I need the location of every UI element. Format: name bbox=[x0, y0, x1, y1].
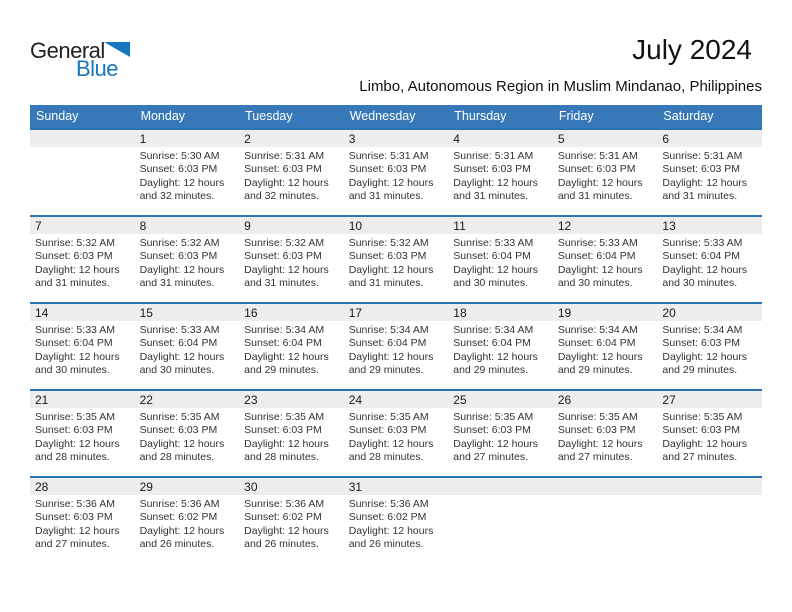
day-info-line: Sunset: 6:04 PM bbox=[348, 337, 427, 350]
day-number-strip bbox=[657, 304, 762, 321]
day-info-line: Sunrise: 5:34 AM bbox=[348, 324, 429, 336]
day-info-line: Daylight: 12 hours bbox=[348, 350, 434, 363]
day-info-line: and 30 minutes. bbox=[557, 277, 633, 290]
day-info-line: Sunrise: 5:31 AM bbox=[348, 150, 429, 162]
day-cell-empty bbox=[657, 478, 762, 563]
day-number-strip bbox=[657, 217, 762, 234]
day-number-strip bbox=[30, 478, 135, 495]
day-info-line: and 32 minutes. bbox=[244, 190, 319, 203]
day-info-line: Sunrise: 5:33 AM bbox=[139, 324, 220, 336]
week-row bbox=[30, 128, 762, 215]
calendar bbox=[30, 105, 762, 563]
day-cell bbox=[135, 304, 240, 389]
day-info-line: Daylight: 12 hours bbox=[348, 524, 434, 537]
day-info-line: and 26 minutes. bbox=[244, 538, 319, 551]
day-cell bbox=[448, 304, 553, 389]
day-number: 1 bbox=[139, 132, 147, 146]
day-cell bbox=[239, 217, 344, 302]
day-info-line: Daylight: 12 hours bbox=[244, 176, 329, 189]
day-cell bbox=[239, 478, 344, 563]
day-info-line: Sunset: 6:03 PM bbox=[662, 163, 741, 176]
day-number: 17 bbox=[348, 306, 363, 320]
day-number-strip bbox=[239, 217, 344, 234]
day-info-line: Daylight: 12 hours bbox=[453, 437, 538, 450]
day-number-strip bbox=[553, 217, 658, 234]
day-info-line: and 29 minutes. bbox=[557, 364, 633, 377]
location-subtitle: Limbo, Autonomous Region in Muslim Mindanao, Philippines bbox=[359, 78, 762, 95]
day-cell bbox=[344, 130, 449, 215]
day-info-line: and 31 minutes. bbox=[348, 190, 424, 203]
day-info bbox=[553, 321, 658, 378]
day-cell bbox=[553, 391, 658, 476]
day-info-line: and 30 minutes. bbox=[35, 364, 110, 377]
day-cell-empty bbox=[448, 478, 553, 563]
day-info-line: and 29 minutes. bbox=[348, 364, 424, 377]
general-blue-logo bbox=[30, 38, 150, 84]
day-number: 29 bbox=[139, 480, 153, 494]
day-info-line: and 31 minutes. bbox=[557, 190, 633, 203]
week-row bbox=[30, 476, 762, 563]
day-info bbox=[239, 147, 344, 204]
logo-text-general: General bbox=[30, 38, 105, 63]
day-info-line: Sunrise: 5:36 AM bbox=[348, 498, 429, 510]
day-number: 25 bbox=[453, 393, 467, 407]
day-info-line: Sunset: 6:03 PM bbox=[139, 250, 218, 263]
day-info-line: Sunset: 6:02 PM bbox=[348, 511, 427, 524]
day-info-line: Sunrise: 5:35 AM bbox=[35, 411, 115, 423]
day-cell bbox=[448, 217, 553, 302]
calendar-weeks bbox=[30, 128, 762, 563]
logo-triangle-icon bbox=[104, 42, 130, 57]
day-number-strip bbox=[448, 478, 553, 495]
day-number-strip bbox=[448, 217, 553, 234]
week-row bbox=[30, 302, 762, 389]
day-info bbox=[344, 147, 449, 204]
day-cell bbox=[344, 391, 449, 476]
day-info-line: Sunrise: 5:32 AM bbox=[348, 237, 429, 249]
day-info-line: Daylight: 12 hours bbox=[348, 437, 434, 450]
day-info-line: Sunset: 6:03 PM bbox=[557, 163, 636, 176]
day-number: 14 bbox=[35, 306, 49, 320]
day-number: 20 bbox=[662, 306, 676, 320]
day-info-line: and 32 minutes. bbox=[139, 190, 215, 203]
day-number-strip bbox=[239, 304, 344, 321]
day-info-line: Daylight: 12 hours bbox=[453, 176, 538, 189]
day-number-strip bbox=[448, 391, 553, 408]
day-info-line: Sunset: 6:02 PM bbox=[139, 511, 218, 524]
day-info-line: Sunset: 6:03 PM bbox=[453, 163, 531, 176]
day-info-line: Sunrise: 5:35 AM bbox=[662, 411, 743, 423]
day-info-line: Sunset: 6:03 PM bbox=[662, 337, 741, 350]
day-info-line: Sunrise: 5:36 AM bbox=[244, 498, 325, 510]
day-info-line: Daylight: 12 hours bbox=[35, 437, 120, 450]
day-info bbox=[448, 234, 553, 291]
day-cell-empty bbox=[30, 130, 135, 215]
day-info-line: Sunset: 6:04 PM bbox=[244, 337, 322, 350]
day-number-strip bbox=[657, 478, 762, 495]
day-info-line: and 27 minutes. bbox=[557, 451, 633, 464]
day-info-line: and 31 minutes. bbox=[35, 277, 110, 290]
day-info-line: Daylight: 12 hours bbox=[557, 263, 643, 276]
day-info-line: Sunset: 6:03 PM bbox=[244, 424, 322, 437]
day-info-line: Daylight: 12 hours bbox=[139, 437, 225, 450]
day-info-line: and 28 minutes. bbox=[244, 451, 319, 464]
day-number-strip bbox=[135, 391, 240, 408]
day-info-line: Sunset: 6:03 PM bbox=[662, 424, 741, 437]
day-info bbox=[657, 321, 762, 378]
weekday-tuesday: Tuesday bbox=[245, 109, 293, 123]
day-number-strip bbox=[657, 391, 762, 408]
day-number: 28 bbox=[35, 480, 49, 494]
day-cell bbox=[657, 391, 762, 476]
weekday-sunday: Sunday bbox=[36, 109, 79, 123]
day-number-strip bbox=[344, 478, 449, 495]
day-info bbox=[135, 321, 240, 378]
day-number: 12 bbox=[557, 219, 572, 233]
day-cell bbox=[657, 304, 762, 389]
day-info-line: Daylight: 12 hours bbox=[35, 524, 120, 537]
day-info-line: Daylight: 12 hours bbox=[348, 176, 434, 189]
day-number: 27 bbox=[662, 393, 676, 407]
day-cell bbox=[30, 217, 135, 302]
day-info-line: Sunrise: 5:35 AM bbox=[139, 411, 220, 423]
day-cell bbox=[30, 478, 135, 563]
day-info-line: and 29 minutes. bbox=[662, 364, 738, 377]
day-info-line: Sunrise: 5:34 AM bbox=[662, 324, 743, 336]
day-cell bbox=[344, 217, 449, 302]
day-info-line: Sunset: 6:03 PM bbox=[35, 250, 113, 263]
day-info bbox=[344, 408, 449, 465]
day-info-line: Daylight: 12 hours bbox=[139, 350, 225, 363]
day-number: 18 bbox=[453, 306, 467, 320]
day-info-line: and 27 minutes. bbox=[35, 538, 110, 551]
day-number: 9 bbox=[244, 219, 251, 233]
day-info-line: Sunset: 6:04 PM bbox=[453, 250, 531, 263]
day-info-line: Sunrise: 5:31 AM bbox=[662, 150, 743, 162]
day-number-strip bbox=[30, 217, 135, 234]
day-cell bbox=[135, 391, 240, 476]
day-info bbox=[344, 495, 449, 552]
day-info-line: Sunrise: 5:31 AM bbox=[244, 150, 325, 162]
day-info-line: Daylight: 12 hours bbox=[453, 350, 538, 363]
day-info bbox=[553, 234, 658, 291]
day-number-strip bbox=[553, 478, 658, 495]
day-cell bbox=[135, 217, 240, 302]
day-cell bbox=[553, 304, 658, 389]
weekday-wednesday: Wednesday bbox=[349, 109, 416, 123]
day-info-line: Daylight: 12 hours bbox=[35, 350, 120, 363]
day-info bbox=[657, 408, 762, 465]
day-info-line: Sunrise: 5:32 AM bbox=[35, 237, 115, 249]
weekday-header-row bbox=[30, 105, 762, 128]
day-info-line: Daylight: 12 hours bbox=[139, 524, 225, 537]
day-number-strip bbox=[135, 478, 240, 495]
day-number: 6 bbox=[662, 132, 670, 146]
day-info-line: and 26 minutes. bbox=[348, 538, 424, 551]
day-info-line: Sunrise: 5:34 AM bbox=[244, 324, 325, 336]
day-number: 26 bbox=[557, 393, 572, 407]
day-cell-empty bbox=[553, 478, 658, 563]
day-info bbox=[135, 495, 240, 552]
day-number-strip bbox=[30, 130, 135, 147]
day-info bbox=[657, 234, 762, 291]
day-info bbox=[344, 321, 449, 378]
day-info-line: Sunrise: 5:33 AM bbox=[662, 237, 743, 249]
day-info bbox=[239, 234, 344, 291]
day-cell bbox=[657, 217, 762, 302]
day-number-strip bbox=[239, 130, 344, 147]
day-info-line: Sunrise: 5:35 AM bbox=[557, 411, 638, 423]
day-info-line: Sunrise: 5:35 AM bbox=[244, 411, 325, 423]
day-cell bbox=[239, 304, 344, 389]
day-info bbox=[239, 321, 344, 378]
day-info-line: and 31 minutes. bbox=[453, 190, 528, 203]
day-info-line: Daylight: 12 hours bbox=[244, 524, 329, 537]
day-info bbox=[239, 495, 344, 552]
day-info bbox=[135, 234, 240, 291]
day-cell bbox=[553, 217, 658, 302]
day-info-line: Sunset: 6:04 PM bbox=[557, 250, 636, 263]
day-info-line: Sunset: 6:03 PM bbox=[453, 424, 531, 437]
day-info-line: Sunset: 6:04 PM bbox=[557, 337, 636, 350]
day-cell bbox=[448, 391, 553, 476]
day-info-line: Sunset: 6:03 PM bbox=[139, 424, 218, 437]
day-number-strip bbox=[657, 130, 762, 147]
day-number: 13 bbox=[662, 219, 676, 233]
day-info-line: Sunset: 6:03 PM bbox=[557, 424, 636, 437]
day-info-line: Sunset: 6:03 PM bbox=[139, 163, 218, 176]
day-number: 30 bbox=[244, 480, 258, 494]
day-info-line: and 29 minutes. bbox=[244, 364, 319, 377]
day-cell bbox=[30, 304, 135, 389]
day-info-line: Sunset: 6:03 PM bbox=[348, 424, 427, 437]
day-info bbox=[30, 321, 135, 378]
day-info-line: and 26 minutes. bbox=[139, 538, 215, 551]
day-info-line: Sunrise: 5:35 AM bbox=[348, 411, 429, 423]
day-number-strip bbox=[344, 391, 449, 408]
day-cell bbox=[30, 391, 135, 476]
day-info-line: and 29 minutes. bbox=[453, 364, 528, 377]
weekday-friday: Friday bbox=[558, 109, 594, 123]
day-info-line: Daylight: 12 hours bbox=[139, 176, 225, 189]
day-number-strip bbox=[553, 391, 658, 408]
day-info-line: Sunrise: 5:31 AM bbox=[453, 150, 534, 162]
day-info bbox=[448, 147, 553, 204]
day-number: 21 bbox=[35, 393, 49, 407]
day-info-line: Sunset: 6:04 PM bbox=[139, 337, 218, 350]
day-info-line: Sunrise: 5:32 AM bbox=[244, 237, 325, 249]
page-title: July 2024 bbox=[632, 34, 752, 65]
day-number: 3 bbox=[348, 132, 356, 146]
day-info bbox=[448, 408, 553, 465]
day-info-line: Sunrise: 5:34 AM bbox=[557, 324, 638, 336]
logo-text-blue: Blue bbox=[76, 56, 119, 81]
weekday-thursday: Thursday bbox=[454, 109, 507, 123]
day-number: 10 bbox=[348, 219, 363, 233]
day-number-strip bbox=[553, 304, 658, 321]
day-info-line: Daylight: 12 hours bbox=[662, 350, 748, 363]
day-info-line: and 28 minutes. bbox=[139, 451, 215, 464]
day-number-strip bbox=[344, 130, 449, 147]
day-info bbox=[657, 147, 762, 204]
day-number: 7 bbox=[35, 219, 42, 233]
day-info-line: Daylight: 12 hours bbox=[139, 263, 225, 276]
day-info-line: and 28 minutes. bbox=[348, 451, 424, 464]
day-number-strip bbox=[448, 304, 553, 321]
day-info-line: and 27 minutes. bbox=[662, 451, 738, 464]
week-row bbox=[30, 215, 762, 302]
day-info-line: Sunset: 6:04 PM bbox=[453, 337, 531, 350]
day-number: 22 bbox=[139, 393, 153, 407]
day-number-strip bbox=[239, 478, 344, 495]
day-info-line: Daylight: 12 hours bbox=[557, 350, 643, 363]
day-info-line: and 31 minutes. bbox=[662, 190, 738, 203]
day-info bbox=[30, 234, 135, 291]
day-info-line: and 31 minutes. bbox=[139, 277, 215, 290]
day-number-strip bbox=[553, 130, 658, 147]
day-info-line: Daylight: 12 hours bbox=[244, 263, 329, 276]
day-number-strip bbox=[30, 391, 135, 408]
day-info-line: and 30 minutes. bbox=[662, 277, 738, 290]
day-info-line: Daylight: 12 hours bbox=[453, 263, 538, 276]
day-info-line: Sunrise: 5:34 AM bbox=[453, 324, 534, 336]
day-info-line: Sunrise: 5:33 AM bbox=[453, 237, 534, 249]
day-info-line: Sunset: 6:04 PM bbox=[662, 250, 741, 263]
day-info-line: Sunset: 6:03 PM bbox=[348, 163, 427, 176]
day-info-line: and 30 minutes. bbox=[453, 277, 528, 290]
day-info-line: Sunrise: 5:35 AM bbox=[453, 411, 534, 423]
day-cell bbox=[239, 130, 344, 215]
day-info-line: Sunset: 6:04 PM bbox=[35, 337, 113, 350]
day-number: 5 bbox=[557, 132, 565, 146]
day-cell bbox=[344, 304, 449, 389]
day-number: 11 bbox=[453, 219, 466, 233]
day-info-line: Sunset: 6:03 PM bbox=[348, 250, 427, 263]
day-cell bbox=[657, 130, 762, 215]
day-number: 19 bbox=[557, 306, 572, 320]
day-number-strip bbox=[30, 304, 135, 321]
day-info-line: and 31 minutes. bbox=[244, 277, 319, 290]
day-number: 16 bbox=[244, 306, 258, 320]
day-info-line: Daylight: 12 hours bbox=[244, 350, 329, 363]
day-info-line: Daylight: 12 hours bbox=[348, 263, 434, 276]
day-number: 24 bbox=[348, 393, 363, 407]
day-info-line: Sunset: 6:03 PM bbox=[244, 250, 322, 263]
day-info-line: Sunset: 6:03 PM bbox=[244, 163, 322, 176]
day-number-strip bbox=[135, 217, 240, 234]
day-cell bbox=[553, 130, 658, 215]
day-info-line: and 30 minutes. bbox=[139, 364, 215, 377]
day-info-line: Daylight: 12 hours bbox=[557, 437, 643, 450]
day-info bbox=[553, 408, 658, 465]
day-info-line: Sunrise: 5:31 AM bbox=[557, 150, 638, 162]
day-info-line: and 27 minutes. bbox=[453, 451, 528, 464]
day-number-strip bbox=[239, 391, 344, 408]
day-info-line: Sunrise: 5:36 AM bbox=[139, 498, 220, 510]
day-info-line: Sunrise: 5:32 AM bbox=[139, 237, 220, 249]
day-info-line: Daylight: 12 hours bbox=[557, 176, 643, 189]
weekday-monday: Monday bbox=[140, 109, 186, 123]
day-info-line: and 31 minutes. bbox=[348, 277, 424, 290]
day-info bbox=[448, 321, 553, 378]
day-info-line: Sunset: 6:03 PM bbox=[35, 424, 113, 437]
day-info bbox=[553, 147, 658, 204]
day-cell bbox=[239, 391, 344, 476]
day-number-strip bbox=[135, 130, 240, 147]
day-info bbox=[239, 408, 344, 465]
day-cell bbox=[448, 130, 553, 215]
day-info bbox=[135, 147, 240, 204]
day-info-line: Sunset: 6:02 PM bbox=[244, 511, 322, 524]
day-number: 2 bbox=[244, 132, 251, 146]
day-number: 31 bbox=[348, 480, 363, 494]
day-info bbox=[135, 408, 240, 465]
day-number: 23 bbox=[244, 393, 258, 407]
day-cell bbox=[344, 478, 449, 563]
day-info-line: Daylight: 12 hours bbox=[35, 263, 120, 276]
day-info-line: Sunrise: 5:30 AM bbox=[139, 150, 220, 162]
day-number-strip bbox=[344, 304, 449, 321]
day-info-line: and 28 minutes. bbox=[35, 451, 110, 464]
day-info-line: Daylight: 12 hours bbox=[662, 437, 748, 450]
day-cell bbox=[135, 478, 240, 563]
day-info bbox=[30, 495, 135, 552]
day-number-strip bbox=[344, 217, 449, 234]
day-info-line: Sunrise: 5:33 AM bbox=[35, 324, 115, 336]
day-info-line: Sunset: 6:03 PM bbox=[35, 511, 113, 524]
day-info bbox=[344, 234, 449, 291]
day-info bbox=[30, 408, 135, 465]
weekday-saturday: Saturday bbox=[663, 109, 714, 123]
day-info-line: Daylight: 12 hours bbox=[662, 263, 748, 276]
day-info-line: Daylight: 12 hours bbox=[244, 437, 329, 450]
day-number-strip bbox=[135, 304, 240, 321]
day-cell bbox=[135, 130, 240, 215]
day-number: 4 bbox=[453, 132, 460, 146]
day-number: 15 bbox=[139, 306, 153, 320]
day-number: 8 bbox=[139, 219, 147, 233]
week-row bbox=[30, 389, 762, 476]
day-info-line: Sunrise: 5:36 AM bbox=[35, 498, 115, 510]
day-info-line: Sunrise: 5:33 AM bbox=[557, 237, 638, 249]
day-info-line: Daylight: 12 hours bbox=[662, 176, 748, 189]
day-number-strip bbox=[448, 130, 553, 147]
